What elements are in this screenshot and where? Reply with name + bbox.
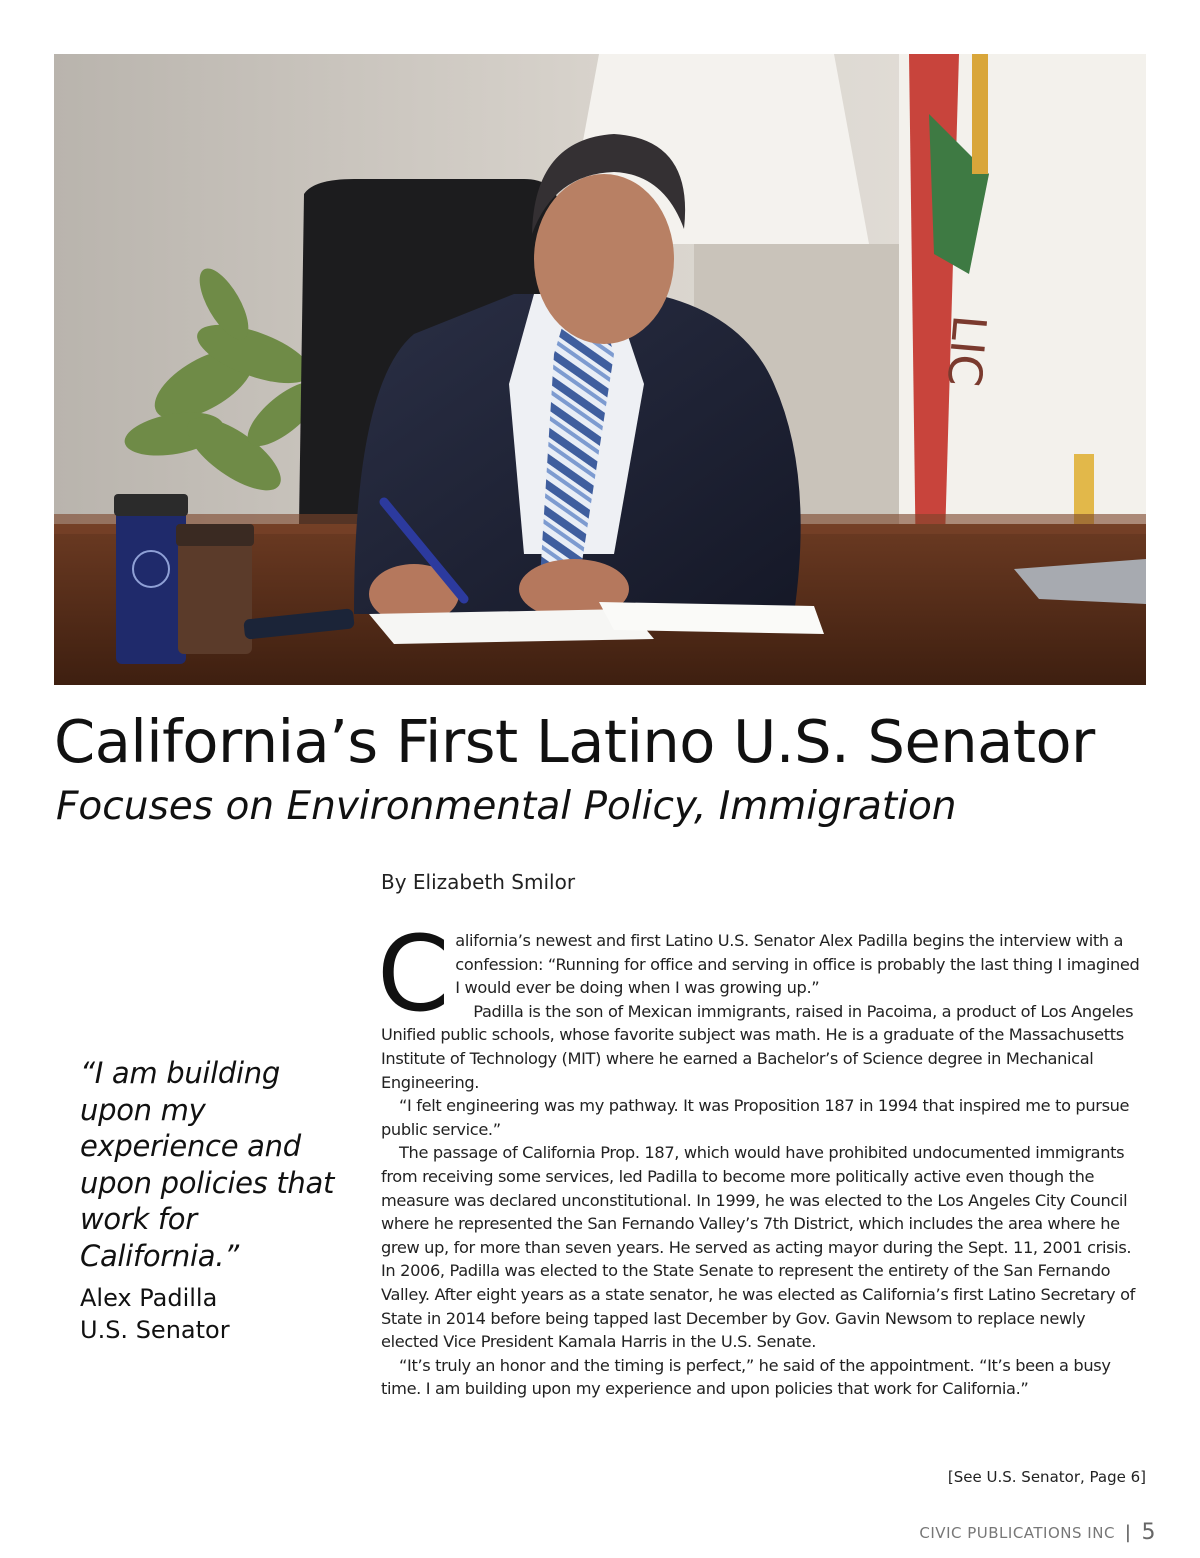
footer-separator: |: [1124, 1522, 1132, 1543]
headline: California’s First Latino U.S. Senator: [54, 707, 1095, 776]
pull-quote-attribution: [80, 1282, 340, 1346]
article-paragraph: “It’s truly an honor and the timing is perfect,” he said of the appointment. “It’s been a busy time. I am building upon my experience and upon policies that work for California.”: [381, 1355, 1111, 1399]
pull-quote-name: Alex Padilla: [80, 1284, 218, 1312]
publisher-name: CIVIC PUBLICATIONS INC: [919, 1523, 1115, 1542]
pull-quote-text: “I am building upon my experience and upon policies that work for California.”: [80, 1056, 335, 1273]
page-footer: [919, 1520, 1156, 1545]
photo-illustration: [54, 54, 1146, 685]
article-paragraph: [377, 913, 1146, 1035]
hero-photo: [54, 54, 1146, 685]
article-paragraph-text: alifornia’s newest and first Latino U.S. Senator Alex Padilla begins the interview with a confession: “Running for office and serving in office is probably the last thing I imagined I would ever be doing when I was growing up.”: [455, 931, 1140, 998]
article-paragraph: “I felt engineering was my pathway. It was Proposition 187 in 1994 that inspired me to pursue public service.”: [381, 1096, 1130, 1139]
continued-reference: [See U.S. Senator, Page 6]: [947, 1468, 1146, 1486]
byline: By Elizabeth Smilor: [381, 870, 576, 894]
pull-quote-title: U.S. Senator: [80, 1316, 230, 1344]
article-body: [377, 913, 1146, 1401]
page-number: 5: [1141, 1520, 1156, 1545]
subheadline: Focuses on Environmental Policy, Immigration: [56, 784, 957, 829]
article-paragraph: Padilla is the son of Mexican immigrants, raised in Pacoima, a product of Los Angeles Unified public schools, whose favorite subject was math. He is a graduate of the Massachusetts Institute of Technology (MIT) where he earned a Bachelor’s of Science degree in Mechanical Engineering.: [381, 1001, 1134, 1092]
drop-cap: C: [377, 913, 450, 1035]
article-paragraph: The passage of California Prop. 187, which would have prohibited undocumented immigrants from receiving some services, led Padilla to become more politically active even though the measure was declared unconstitutional. In 1999, he was elected to the Los Angeles City Council where he represented the San Fernando Valley’s 7th District, which includes the area where he grew up, for more than seven years. He served as acting mayor during the Sept. 11, 2001 crisis. In 2006, Padilla was elected to the State Senate to represent the entirety of the San Fernando Valley. After eight years as a state senator, he was elected as California’s first Latino Secretary of State in 2014 before being tapped last December by Gov. Gavin Newsom to replace newly elected Vice President Kamala Harris in the U.S. Senate.: [381, 1143, 1135, 1352]
pull-quote: [80, 1055, 340, 1346]
svg-text:LIC: LIC: [936, 313, 997, 389]
